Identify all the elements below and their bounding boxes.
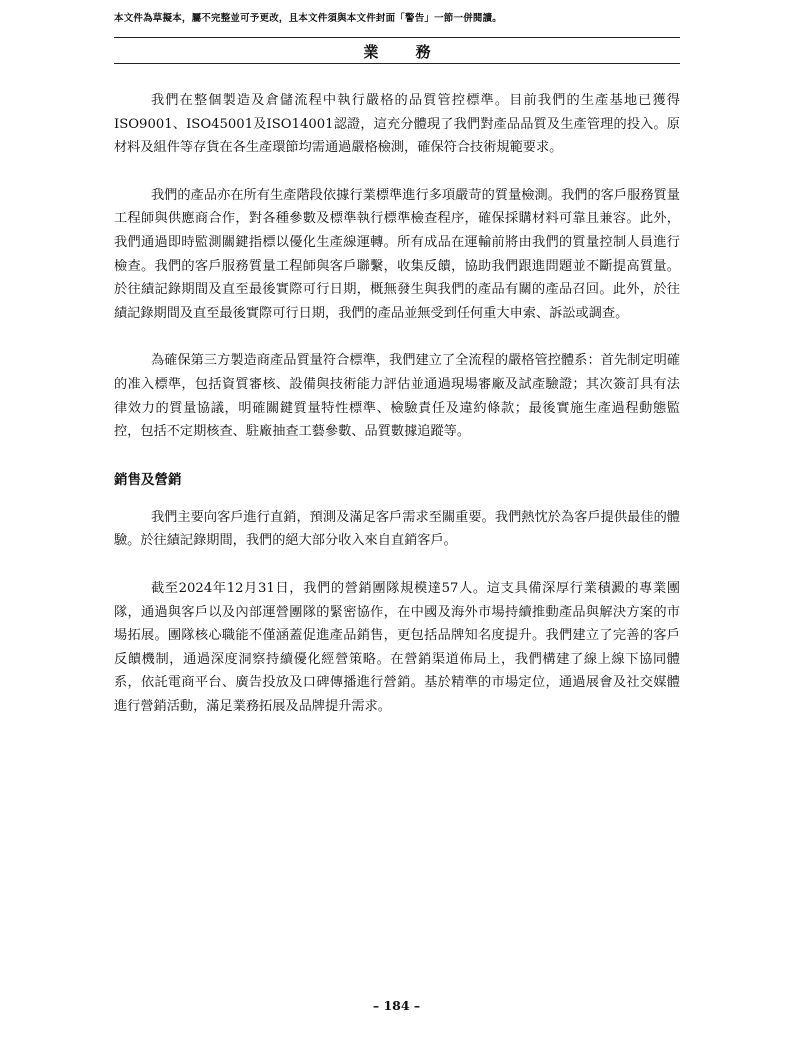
paragraph-direct-sales: 我們主要向客戶進行直銷，預測及滿足客戶需求至關重要。我們熱忱於為客戶提供最佳的體驗。於往績記錄期間，我們的絕大部分收入來自直銷客戶。	[114, 509, 680, 549]
section-title: 業 務	[363, 43, 447, 61]
document-body	[114, 89, 680, 742]
paragraph-third-party-control: 為確保第三方製造商產品質量符合標準，我們建立了全流程的嚴格管控體系：首先制定明確的准入標準，包括資質審核、設備與技術能力評估並通過現場審廠及試產驗證；其次簽訂具有法律效力的質量協議，明確關鍵質量特性標準、檢驗責任及違約條款；最後實施生產過程動態監控，包括不定期核查、駐廠抽查工藝參數、品質數據追蹤等。	[114, 353, 680, 440]
subheading-sales-marketing: 銷售及營銷	[114, 471, 182, 488]
paragraph-quality-control-standards: 我們在整個製造及倉儲流程中執行嚴格的品質管控標準。目前我們的生產基地已獲得ISO9001、ISO45001及ISO14001認證，這充分體現了我們對產品品質及生產管理的投入。原材料及組件等存貨在各生產環節均需通過嚴格檢測，確保符合技術規範要求。	[114, 93, 680, 156]
paragraph-marketing-team: 截至2024年12月31日，我們的營銷團隊規模達57人。這支具備深厚行業積澱的專業團隊，通過與客戶以及內部運營團隊的緊密協作，在中國及海外市場持續推動產品與解決方案的市場拓展。團隊核心職能不僅涵蓋促進產品銷售，更包括品牌知名度提升。我們建立了完善的客戶反饋機制，通過深度洞察持續優化經營策略。在營銷渠道佈局上，我們構建了線上線下協同體系，依託電商平台、廣告投放及口碑傳播進行營銷。基於精準的市場定位，通過展會及社交媒體進行營銷活動，滿足業務拓展及品牌提升需求。	[114, 580, 680, 714]
page-number: – 184 –	[372, 998, 421, 1013]
paragraph-quality-inspection: 我們的產品亦在所有生產階段依據行業標準進行多項嚴苛的質量檢測。我們的客戶服務質量工程師與供應商合作，對各種參數及標準執行標準檢查程序，確保採購材料可靠且兼容。此外，我們通過即時監測關鍵指標以優化生產線運轉。所有成品在運輸前將由我們的質量控制人員進行檢查。我們的客戶服務質量工程師與客戶聯繫，收集反饋，協助我們跟進問題並不斷提高質量。於往績記錄期間及直至最後實際可行日期，概無發生與我們的產品有關的產品召回。此外，於往績記錄期間及直至最後實際可行日期，我們的產品並無受到任何重大申索、訴訟或調查。	[114, 187, 680, 321]
draft-disclaimer: 本文件為草擬本，屬不完整並可予更改，且本文件須與本文件封面「警告」一節一併閱讀。	[114, 13, 503, 24]
header-top-rule	[114, 37, 680, 38]
header-bottom-rule	[114, 63, 680, 64]
